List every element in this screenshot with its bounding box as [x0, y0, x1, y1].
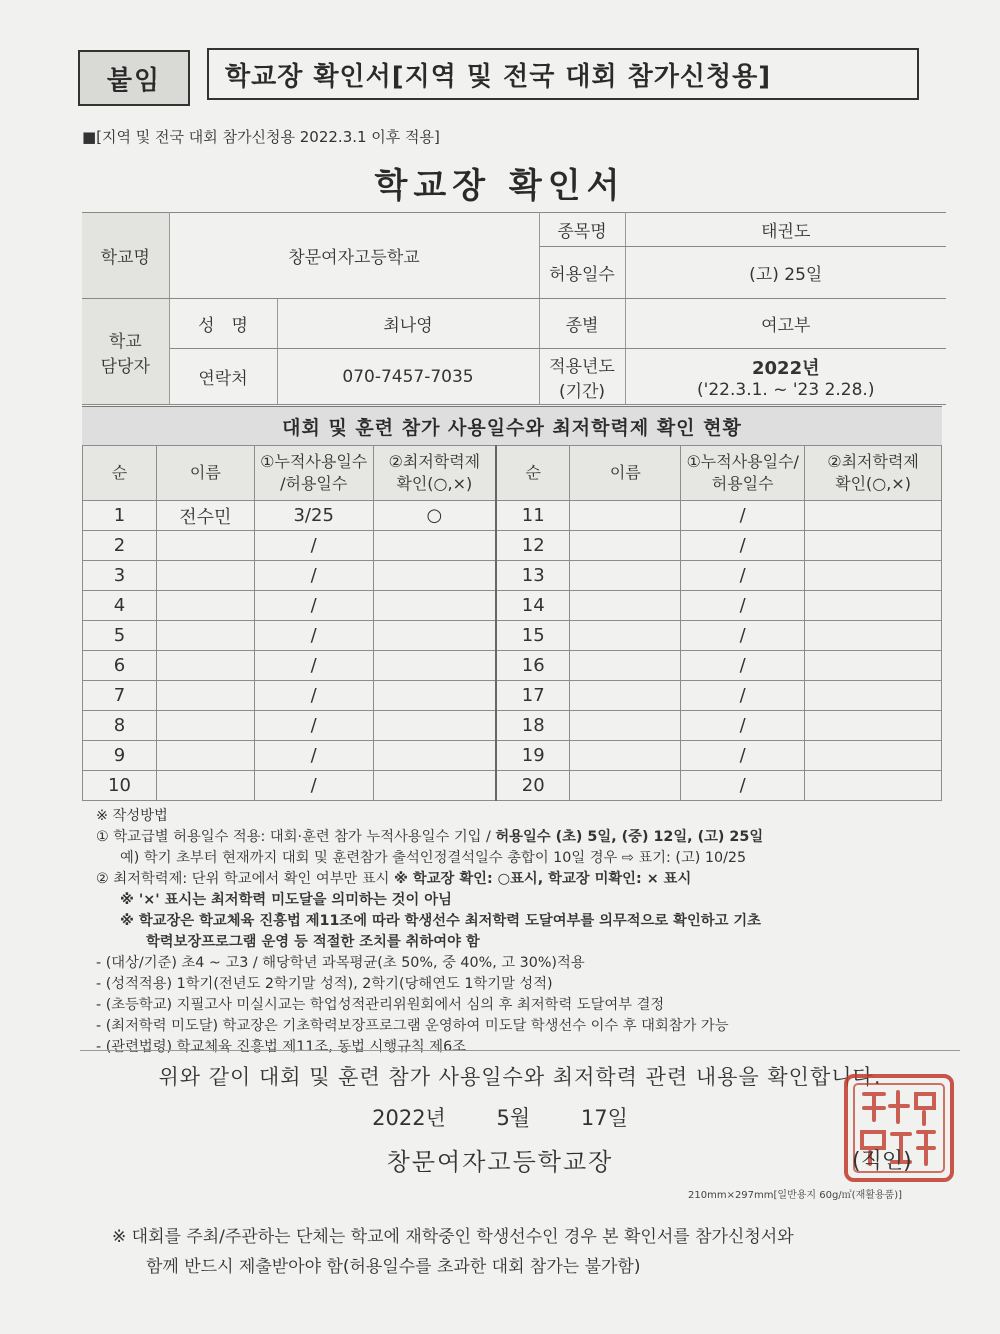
- name-cell: [156, 561, 254, 591]
- name-cell: [156, 681, 254, 711]
- applied-note: ■[지역 및 전국 대회 참가신청용 2022.3.1 이후 적용]: [82, 128, 440, 146]
- check-cell: [805, 501, 942, 531]
- check-cell: ○: [373, 501, 496, 531]
- manager-label-line1: 학교: [108, 331, 142, 352]
- name-cell: [156, 771, 254, 801]
- no-cell: 11: [496, 501, 570, 531]
- name-cell: [570, 651, 681, 681]
- name-cell: 전수민: [156, 501, 254, 531]
- roster-table: [82, 445, 942, 801]
- table-row: [83, 681, 942, 711]
- paper-spec: 210mm×297mm[일반용지 60g/㎡(재활용품)]: [688, 1190, 903, 1201]
- no-cell: 6: [83, 651, 157, 681]
- event-label: 종목명: [539, 213, 625, 247]
- submission-footnote: [112, 1222, 952, 1282]
- days-cell: /: [254, 741, 373, 771]
- detail-1: - (대상/기준) 초4 ~ 고3 / 해당학년 과목평균(초 50%, 중 40%, 고 30%)적용: [96, 955, 585, 971]
- name-cell: [570, 621, 681, 651]
- header-days-right: [681, 446, 805, 501]
- footnote-line1: ※ 대회를 주최/주관하는 단체는 학교에 재학중인 학생선수인 경우 본 확인서를 참가신청서와: [112, 1227, 794, 1247]
- note-2a: ② 최저학력제: 단위 학교에서 확인 여부만 표시: [96, 871, 395, 887]
- no-cell: 14: [496, 591, 570, 621]
- table-row: [83, 561, 942, 591]
- days-cell: /: [681, 531, 805, 561]
- roster-body: [83, 501, 942, 801]
- no-cell: 18: [496, 711, 570, 741]
- header-name-left: 이름: [156, 446, 254, 501]
- note-1c: 예) 학기 초부터 현재까지 대회 및 훈련참가 출석인정결석일수 총합이 10일 경우 ⇨ 표기: (고) 10/25: [120, 850, 747, 866]
- check-cell: [373, 681, 496, 711]
- check-cell: [373, 771, 496, 801]
- table-row: [83, 711, 942, 741]
- check-cell: [373, 711, 496, 741]
- check-cell: [373, 621, 496, 651]
- header-days-line1: ①누적사용일수: [260, 452, 368, 471]
- no-cell: 3: [83, 561, 157, 591]
- name-cell: [570, 681, 681, 711]
- seal-label: (직인): [852, 1149, 912, 1174]
- days-cell: /: [254, 771, 373, 801]
- name-cell: [570, 591, 681, 621]
- document-title: 학교장 확인서: [374, 166, 626, 206]
- days-cell: /: [681, 591, 805, 621]
- table-row: [83, 591, 942, 621]
- header-days-left: [254, 446, 373, 501]
- no-cell: 2: [83, 531, 157, 561]
- days-cell: /: [681, 651, 805, 681]
- note-4b: 학력보장프로그램 운영 등 적절한 조치를 취하여야 함: [146, 934, 480, 950]
- header-min-line2: 확인(○,×): [835, 474, 911, 493]
- days-cell: /: [681, 771, 805, 801]
- name-cell: [570, 711, 681, 741]
- name-cell: [570, 741, 681, 771]
- confirm-statement: 위와 같이 대회 및 훈련 참가 사용일수와 최저학력 관련 내용을 확인합니다.: [80, 1050, 960, 1091]
- note-1a: ① 학교급별 허용일수 적용: 대회·훈련 참가 누적사용일수 기입 /: [96, 829, 496, 845]
- table-row: [83, 741, 942, 771]
- no-cell: 5: [83, 621, 157, 651]
- header-days-line1: ①누적사용일수/: [686, 452, 799, 471]
- contact-label: 연락처: [169, 349, 277, 405]
- table-row: [83, 771, 942, 801]
- name-cell: [156, 711, 254, 741]
- header-title-box: 학교장 확인서[지역 및 전국 대회 참가신청용]: [207, 48, 919, 100]
- table-row: [83, 501, 942, 531]
- note-4a: ※ 학교장은 학교체육 진흥법 제11조에 따라 학생선수 최저학력 도달여부를 의무적으로 확인하고 기초: [120, 913, 761, 929]
- days-cell: /: [254, 681, 373, 711]
- no-cell: 12: [496, 531, 570, 561]
- note-2: [96, 869, 956, 890]
- no-cell: 20: [496, 771, 570, 801]
- days-cell: /: [254, 711, 373, 741]
- check-cell: [373, 741, 496, 771]
- note-1: [96, 827, 956, 848]
- detail-4: - (최저학력 미도달) 학교장은 기초학력보장프로그램 운영하여 미도달 학생선수 이수 후 대회참가 가능: [96, 1018, 729, 1034]
- writing-instructions: [96, 806, 956, 1058]
- header-days-line2: 허용일수: [711, 474, 774, 493]
- category-value: 여고부: [625, 299, 946, 349]
- name-cell: [570, 771, 681, 801]
- year-value: 2022년: [752, 357, 820, 379]
- detail-3: - (초등학교) 지필고사 미실시교는 학업성적관리위원회에서 심의 후 최저학력 도달여부 결정: [96, 997, 665, 1013]
- school-label: 학교명: [82, 213, 169, 299]
- allow-label: 허용일수: [539, 247, 625, 299]
- name-cell: [570, 561, 681, 591]
- name-cell: [570, 501, 681, 531]
- header-days-line2: /허용일수: [280, 474, 348, 493]
- table-row: [83, 651, 942, 681]
- no-cell: 9: [83, 741, 157, 771]
- date-year: 2022년: [372, 1106, 446, 1130]
- header-name-right: 이름: [570, 446, 681, 501]
- header-min-left: [373, 446, 496, 501]
- check-cell: [805, 651, 942, 681]
- check-cell: [373, 531, 496, 561]
- check-cell: [805, 771, 942, 801]
- header-min-right: [805, 446, 942, 501]
- header-no-left: 순: [83, 446, 157, 501]
- no-cell: 7: [83, 681, 157, 711]
- no-cell: 4: [83, 591, 157, 621]
- category-label: 종별: [539, 299, 625, 349]
- year-label-line2: (기간): [558, 381, 606, 402]
- school-name: 창문여자고등학교: [169, 213, 539, 299]
- manager-label: [82, 299, 169, 405]
- check-cell: [373, 561, 496, 591]
- year-cell: [625, 349, 946, 405]
- check-cell: [805, 711, 942, 741]
- name-cell: [156, 741, 254, 771]
- school-info-table: [82, 212, 946, 405]
- manager-label-line2: 담당자: [100, 356, 150, 377]
- year-label: [539, 349, 625, 405]
- no-cell: 13: [496, 561, 570, 591]
- days-cell: /: [254, 621, 373, 651]
- no-cell: 16: [496, 651, 570, 681]
- note-1b: 허용일수 (초) 5일, (중) 12일, (고) 25일: [495, 829, 764, 845]
- check-cell: [805, 621, 942, 651]
- table-row: [83, 531, 942, 561]
- date-day: 17일: [580, 1106, 628, 1130]
- footnote-line2: 함께 반드시 제출받아야 함(허용일수를 초과한 대회 참가는 불가함): [146, 1257, 641, 1277]
- name-label: 성 명: [169, 299, 277, 349]
- no-cell: 1: [83, 501, 157, 531]
- no-cell: 17: [496, 681, 570, 711]
- days-cell: /: [254, 561, 373, 591]
- year-label-line1: 적용년도: [549, 356, 615, 377]
- days-cell: /: [681, 711, 805, 741]
- note-3: ※ '×' 표시는 최저학력 미도달을 의미하는 것이 아님: [120, 892, 452, 908]
- name-cell: [156, 591, 254, 621]
- name-cell: [156, 651, 254, 681]
- table-row: [83, 621, 942, 651]
- date-month: 5월: [496, 1106, 531, 1130]
- check-cell: [805, 591, 942, 621]
- no-cell: 10: [83, 771, 157, 801]
- section-title: 대회 및 훈련 참가 사용일수와 최저학력제 확인 현황: [82, 406, 942, 446]
- no-cell: 19: [496, 741, 570, 771]
- name-cell: [156, 621, 254, 651]
- days-cell: /: [681, 741, 805, 771]
- days-cell: /: [254, 651, 373, 681]
- check-cell: [373, 591, 496, 621]
- header-min-line2: 확인(○,×): [396, 474, 473, 493]
- days-cell: /: [681, 561, 805, 591]
- header-min-line1: ②최저학력제: [827, 452, 919, 471]
- no-cell: 15: [496, 621, 570, 651]
- days-cell: 3/25: [254, 501, 373, 531]
- contact-value: 070-7457-7035: [277, 349, 539, 405]
- principal-name: 창문여자고등학교장: [386, 1148, 614, 1176]
- days-cell: /: [254, 591, 373, 621]
- check-cell: [805, 741, 942, 771]
- header-no-right: 순: [496, 446, 570, 501]
- check-cell: [373, 651, 496, 681]
- note-2b: ※ 학교장 확인: ○표시, 학교장 미확인: × 표시: [394, 871, 692, 887]
- year-period: ('22.3.1. ~ '23 2.28.): [697, 379, 875, 400]
- allow-value: (고) 25일: [625, 247, 946, 299]
- name-value: 최나영: [277, 299, 539, 349]
- check-cell: [805, 561, 942, 591]
- days-cell: /: [681, 621, 805, 651]
- attachment-badge: 붙임: [78, 50, 190, 106]
- detail-5: - (관련법령) 학교체육 진흥법 제11조, 동법 시행규칙 제6조: [96, 1039, 466, 1055]
- notes-heading: ※ 작성방법: [96, 808, 168, 824]
- days-cell: /: [681, 501, 805, 531]
- name-cell: [156, 531, 254, 561]
- header-min-line1: ②최저학력제: [388, 452, 481, 471]
- name-cell: [570, 531, 681, 561]
- event-value: 태권도: [625, 213, 946, 247]
- no-cell: 8: [83, 711, 157, 741]
- check-cell: [805, 531, 942, 561]
- check-cell: [805, 681, 942, 711]
- detail-2: - (성적적용) 1학기(전년도 2학기말 성적), 2학기(당해연도 1학기말 성적): [96, 976, 553, 992]
- days-cell: /: [681, 681, 805, 711]
- days-cell: /: [254, 531, 373, 561]
